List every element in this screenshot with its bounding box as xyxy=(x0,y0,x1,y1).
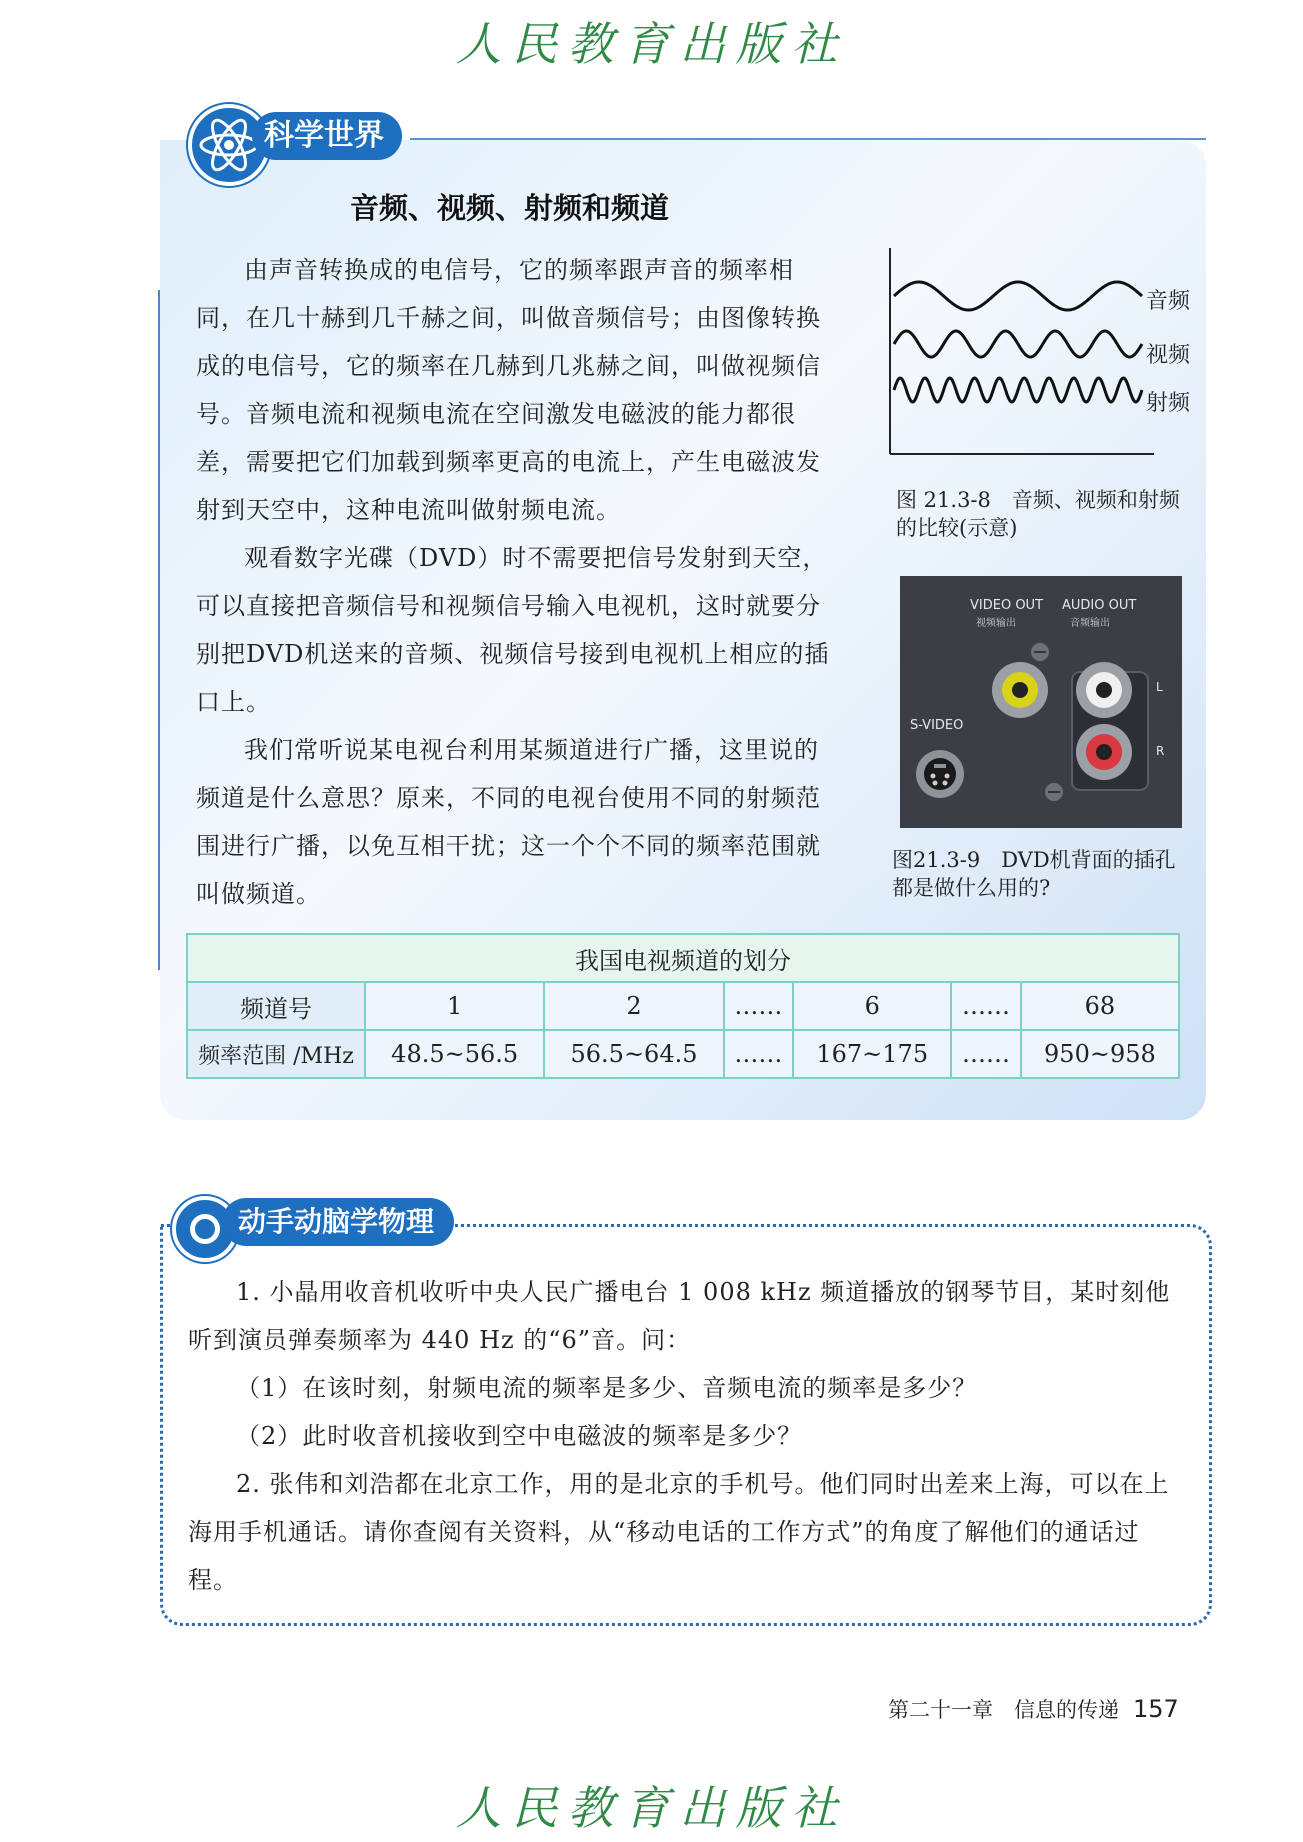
target-icon-center xyxy=(190,1214,220,1244)
page-footer xyxy=(888,1694,1179,1724)
table-cell: …… xyxy=(724,1030,794,1078)
question-1b: （2）此时收音机接收到空中电磁波的频率是多少？ xyxy=(236,1422,803,1450)
chapter-title: 第二十一章 信息的传递 xyxy=(888,1698,1119,1722)
table-row-frequency xyxy=(187,1030,1179,1078)
dvd-back-panel-photo xyxy=(900,576,1182,828)
video-out-cn-label: 视频输出 xyxy=(976,618,1016,629)
wave-label-audio: 音频 xyxy=(1146,289,1191,314)
s-video-label: S-VIDEO xyxy=(910,718,964,733)
table-cell: 950~958 xyxy=(1021,1030,1179,1078)
table-row-header: 频率范围 /MHz xyxy=(187,1030,365,1078)
science-world-badge: 科学世界 xyxy=(252,112,402,160)
section-title: 音频、视频、射频和频道 xyxy=(350,191,670,225)
table-cell: 48.5~56.5 xyxy=(365,1030,544,1078)
page-number: 157 xyxy=(1133,1695,1179,1723)
publisher-header: 人民教育出版社 xyxy=(455,17,848,71)
table-cell: 6 xyxy=(793,982,951,1030)
audio-out-label: AUDIO OUT xyxy=(1062,598,1137,613)
table-cell: 2 xyxy=(544,982,723,1030)
table-cell: 56.5~64.5 xyxy=(544,1030,723,1078)
table-cell: 68 xyxy=(1021,982,1179,1030)
left-channel-label: L xyxy=(1156,680,1163,694)
question-1: 1. 小晶用收音机收听中央人民广播电台 1 008 kHz 频道播放的钢琴节目，某时刻他听到演员弹奏频率为 440 Hz 的“6”音。问： xyxy=(188,1278,1171,1354)
question-1a: （1）在该时刻，射频电流的频率是多少、音频电流的频率是多少？ xyxy=(236,1374,978,1402)
paragraph-audio-video-rf: 由声音转换成的电信号，它的频率跟声音的频率相同，在几十赫到几千赫之间，叫做音频信号；由图像转换成的电信号，它的频率在几赫到几兆赫之间，叫做视频信号。音频电流和视频电流在空间激发电磁波的能力都很差，需要把它们加载到频率更高的电流上，产生电磁波发射到天空中，这种电流叫做射频电流。 xyxy=(196,256,821,524)
science-world-left-rule xyxy=(158,290,160,970)
figure-21-3-8-caption: 图 21.3-8 音频、视频和射频的比较(示意) xyxy=(896,488,1180,540)
science-world-top-rule xyxy=(410,138,1206,140)
rf-wave xyxy=(894,378,1142,402)
table-cell: …… xyxy=(951,1030,1021,1078)
tv-channel-table xyxy=(186,933,1180,1079)
wave-comparison-figure xyxy=(888,248,1191,460)
wave-label-rf: 射频 xyxy=(1146,391,1191,416)
table-cell: 1 xyxy=(365,982,544,1030)
video-out-label: VIDEO OUT xyxy=(970,598,1044,613)
table-row-header: 频道号 xyxy=(187,982,365,1030)
figure-21-3-9-caption: 图21.3-9 DVD机背面的插孔都是做什么用的? xyxy=(892,848,1176,900)
video-wave xyxy=(894,331,1142,357)
audio-out-cn-label: 音频输出 xyxy=(1070,618,1110,629)
table-row-channel xyxy=(187,982,1179,1030)
activity-badge: 动手动脑学物理 xyxy=(222,1198,454,1246)
table-cell: …… xyxy=(951,982,1021,1030)
table-title: 我国电视频道的划分 xyxy=(187,934,1179,982)
table-cell: 167~175 xyxy=(793,1030,951,1078)
paragraph-dvd: 观看数字光碟（DVD）时不需要把信号发射到天空，可以直接把音频信号和视频信号输入电视机，这时就要分别把DVD机送来的音频、视频信号接到电视机上相应的插口上。 xyxy=(196,544,830,716)
table-cell: …… xyxy=(724,982,794,1030)
paragraph-channel: 我们常听说某电视台利用某频道进行广播，这里说的频道是什么意思？原来，不同的电视台使用不同的射频范围进行广播，以免互相干扰；这一个个不同的频率范围就叫做频道。 xyxy=(196,736,821,908)
right-channel-label: R xyxy=(1156,744,1165,758)
audio-wave xyxy=(894,282,1142,310)
wave-label-video: 视频 xyxy=(1146,343,1191,368)
question-2: 2. 张伟和刘浩都在北京工作，用的是北京的手机号。他们同时出差来上海，可以在上海用手机通话。请你查阅有关资料，从“移动电话的工作方式”的角度了解他们的通话过程。 xyxy=(188,1470,1170,1594)
publisher-footer: 人民教育出版社 xyxy=(455,1781,848,1835)
